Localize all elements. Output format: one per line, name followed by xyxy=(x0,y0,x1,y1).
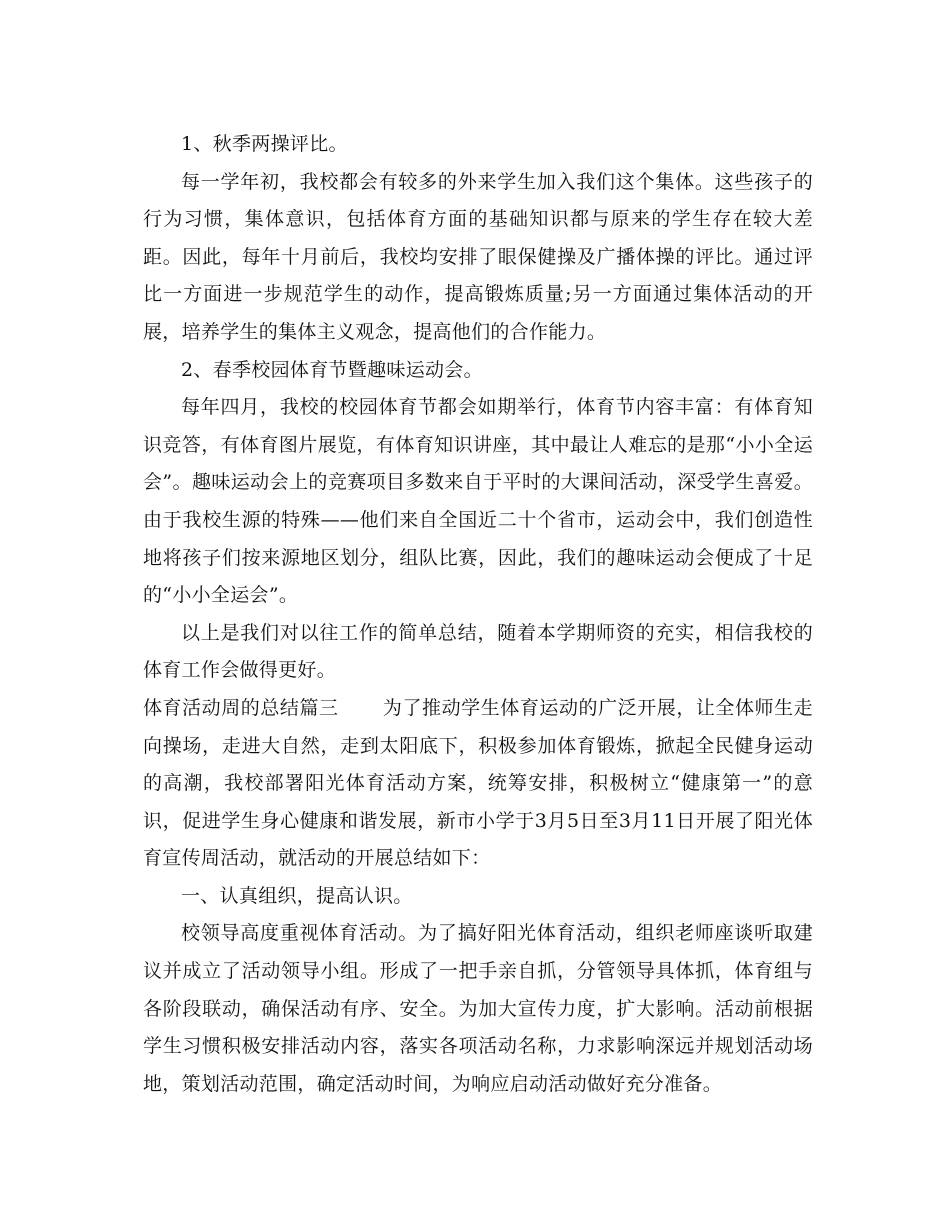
paragraph-autumn-exercises: 每一学年初，我校都会有较多的外来学生加入我们这个集体。这些孩子的行为习惯，集体意识，包括体育方面的基础知识都与原来的学生存在较大差距。因此，每年十月前后，我校均安排了眼保健操及广播体操的评比。通过评比一方面进一步规范学生的动作，提高锻炼质量;另一方面通过集体活动的开展，培养学生的集体主义观念，提高他们的合作能力。 xyxy=(143,170,813,343)
paragraph-organize: 校领导高度重视体育活动。为了搞好阳光体育活动，组织老师座谈听取建议并成立了活动领导小组。形成了一把手亲自抓，分管领导具体抓，体育组与各阶段联动，确保活动有序、安全。为加大宣传力度，扩大影响。活动前根据学生习惯积极安排活动内容，落实各项活动名称，力求影响深远并规划活动场地，策划活动范围，确定活动时间，为响应启动活动做好充分准备。 xyxy=(143,922,813,1095)
item-heading-organize: 一、认真组织，提高认识。 xyxy=(181,884,413,907)
paragraph-spring-sports-festival: 每年四月，我校的校园体育节都会如期举行，体育节内容丰富：有体育知识竞答，有体育图片展览，有体育知识讲座，其中最让人难忘的是那“小小全运会”。趣味运动会上的竞赛项目多数来自于平时的大课间活动，深受学生喜爱。由于我校生源的特殊——他们来自全国近二十个省市，运动会中，我们创造性地将孩子们按来源地区划分，组队比赛，因此，我们的趣味运动会便成了十足的“小小全运会”。 xyxy=(143,396,813,607)
section-three-block xyxy=(143,690,813,878)
document-body xyxy=(143,126,813,1103)
item-heading-spring-sports-festival: 2、春季校园体育节暨趣味运动会。 xyxy=(181,358,483,381)
item-heading-autumn-exercises: 1、秋季两操评比。 xyxy=(181,133,348,155)
section-heading: 体育活动周的总结篇三 xyxy=(143,696,339,719)
paragraph-summary-closing: 以上是我们对以往工作的简单总结，随着本学期师资的充实，相信我校的体育工作会做得更好。 xyxy=(143,621,813,682)
section-intro: 为了推动学生体育运动的广泛开展，让全体师生走向操场，走进大自然，走到太阳底下，积极参加体育锻炼，掀起全民健身运动的高潮，我校部署阳光体育活动方案，统筹安排，积极树立“健康第一”的意识，促进学生身心健康和谐发展，新市小学于3月5日至3月11日开展了阳光体育宣传周活动，就活动的开展总结如下： xyxy=(143,696,813,870)
